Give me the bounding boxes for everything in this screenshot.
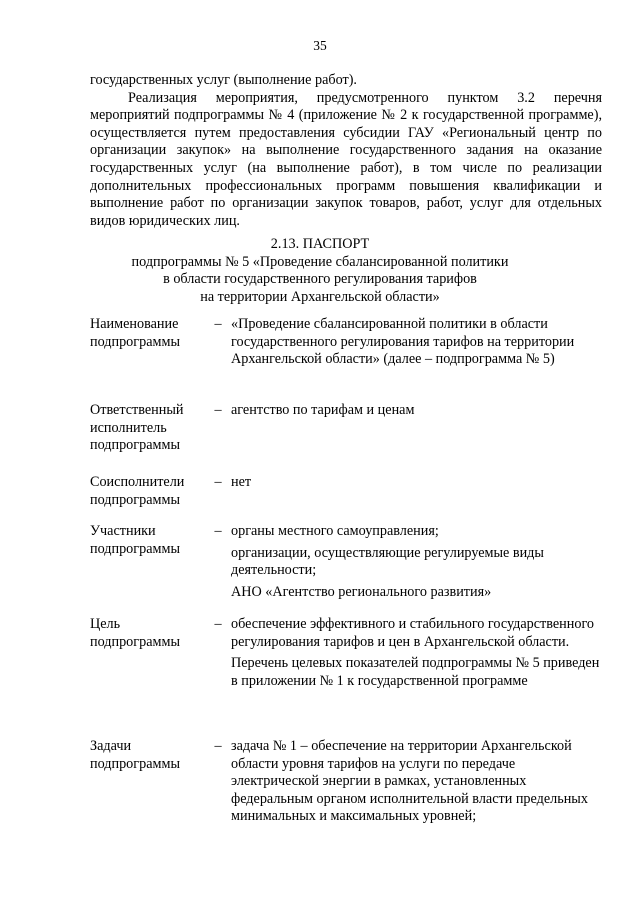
intro-paragraph-2: Реализация мероприятия, предусмотренного пунктом 3.2 перечня мероприятий подпрограммы № 4 (приложение № 2 к государственной программе), осуществляется путем предоставления субсидии ГАУ «Региональный центр по организации закупок» на выполнение государственного задания на оказание государственных услуг (на выполнение работ), в том числе по реализации дополнительных профессиональных программ повышения квалификации и выполнение работ по организации закупок товаров, работ, услуг для отдельных видов юридических лиц. xyxy=(90,89,602,229)
intro-paragraph-1: государственных услуг (выполнение работ). xyxy=(90,72,357,88)
passport-row-goal xyxy=(90,616,602,738)
passport-value-text: обеспечение эффективного и стабильного государственного регулирования тарифов и цен в Архангельской области. xyxy=(231,616,595,650)
heading-line-2: подпрограммы № 5 «Проведение сбалансированной политики xyxy=(131,253,509,270)
passport-row-value xyxy=(231,316,601,369)
passport-value-text: органы местного самоуправления; xyxy=(231,523,439,539)
passport-row-label: Наименование подпрограммы xyxy=(90,316,180,350)
passport-row-value xyxy=(231,402,601,420)
passport-row-tasks xyxy=(90,738,602,826)
passport-value-text: АНО «Агентство регионального развития» xyxy=(231,583,492,600)
passport-row-value xyxy=(231,474,601,492)
passport-value-text: Перечень целевых показателей подпрограммы № 5 приведен в приложении № 1 к государственной программе xyxy=(231,655,600,689)
passport-row-label: Участники подпрограммы xyxy=(90,523,180,557)
passport-row-coexecutors xyxy=(90,474,602,523)
dash-separator: – xyxy=(214,738,222,754)
passport-value-text: задача № 1 – обеспечение на территории Архангельской области уровня тарифов на услуги по передаче электрической энергии в рамках, установленных федеральным органом исполнительной власти предельных минимальных и максимальных уровней; xyxy=(231,738,588,825)
dash-separator: – xyxy=(214,616,222,632)
intro-text xyxy=(90,72,602,230)
passport-row-responsible xyxy=(90,402,602,474)
passport-table xyxy=(90,316,602,826)
passport-row-label: Соисполнители подпрограммы xyxy=(90,474,185,508)
heading-line-4: на территории Архангельской области» xyxy=(200,288,440,305)
heading-line-1: 2.13. ПАСПОРТ xyxy=(270,236,370,252)
passport-row-value xyxy=(231,738,601,826)
passport-row-name xyxy=(90,316,602,402)
passport-value-text: агентство по тарифам и ценам xyxy=(231,402,415,418)
passport-row-value xyxy=(231,616,601,690)
dash-separator: – xyxy=(214,523,222,539)
passport-row-label: Ответственный исполнитель подпрограммы xyxy=(90,402,184,454)
passport-row-participants xyxy=(90,523,602,616)
passport-row-value xyxy=(231,523,601,601)
passport-value-text: нет xyxy=(231,474,252,490)
passport-value-text: организации, осуществляющие регулируемые виды деятельности; xyxy=(231,544,544,579)
passport-value-text: «Проведение сбалансированной политики в области государственного регулирования тарифов на территории Архангельской области» (далее – подпрограмма № 5) xyxy=(231,316,575,368)
dash-separator: – xyxy=(214,316,222,332)
dash-separator: – xyxy=(214,402,222,418)
page-number: 35 xyxy=(313,38,327,53)
dash-separator: – xyxy=(214,474,222,490)
section-heading xyxy=(0,236,640,306)
passport-row-label: Цель подпрограммы xyxy=(90,616,180,650)
heading-line-3: в области государственного регулирования тарифов xyxy=(163,271,477,288)
passport-row-label: Задачи подпрограммы xyxy=(90,738,180,772)
